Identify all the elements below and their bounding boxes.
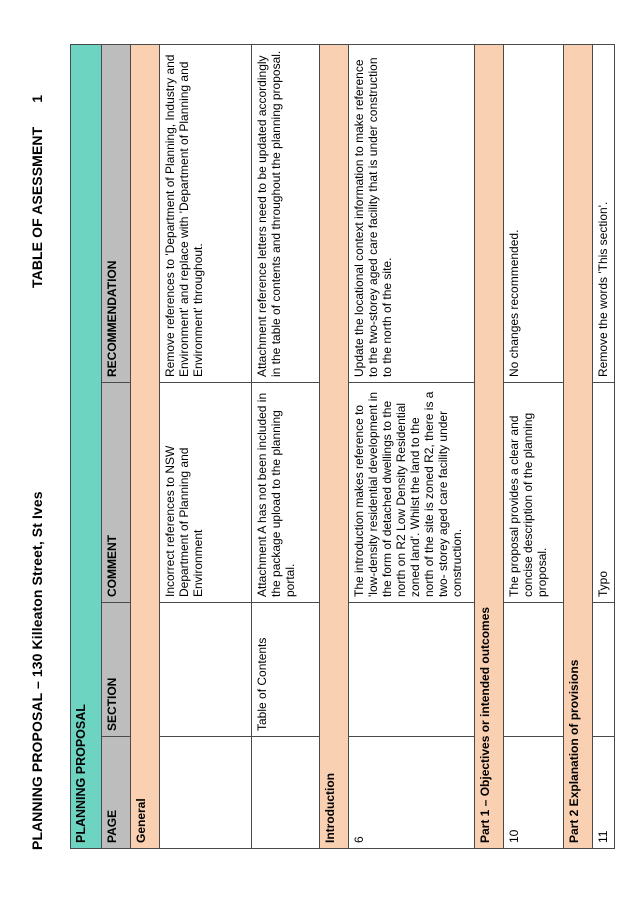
cell-recommendation: No changes recommended. — [504, 44, 564, 382]
section-heading: Part 1 – Objectives or intended outcomes — [475, 44, 504, 848]
cell-recommendation: Update the locational context information to make reference to the two-storey aged care facility that is under construction to the north of the site. — [349, 44, 475, 382]
cell-section: Table of Contents — [252, 603, 320, 737]
cell-recommendation: Remove references to 'Department of Planning, Industry and Environment' and replace with 'Department of Planning and Environment' throughout. — [160, 44, 252, 382]
section-heading: Introduction — [320, 44, 349, 848]
column-header-page: PAGE — [102, 737, 131, 849]
assessment-header — [29, 48, 45, 288]
cell-recommendation: Remove the words 'This section'. — [593, 44, 615, 382]
section-row-introduction — [320, 44, 349, 848]
table-title: PLANNING PROPOSAL — [71, 44, 102, 848]
cell-page — [252, 737, 320, 849]
column-header-row — [102, 44, 131, 848]
cell-comment: The proposal provides a clear and concise description of the planning proposal. — [504, 383, 564, 603]
table-row — [504, 44, 564, 848]
column-header-comment: COMMENT — [102, 383, 131, 603]
cell-page: 10 — [504, 737, 564, 849]
section-row-general — [131, 44, 160, 848]
cell-section — [160, 603, 252, 737]
section-heading: Part 2 Explanation of provisions — [564, 44, 593, 848]
cell-comment: Typo — [593, 383, 615, 603]
cell-recommendation: Attachment reference letters need to be updated accordingly in the table of contents and throughout the planning proposal. — [252, 44, 320, 382]
cell-section — [593, 603, 615, 737]
cell-comment: The introduction makes reference to 'low-density residential development in the form of detached dwellings to the north on R2 Low Density Residential zoned land'. Whilst the land to the north of the site is zoned R2, there is a two- storey aged care facility under construction. — [349, 383, 475, 603]
cell-page: 6 — [349, 737, 475, 849]
cell-section — [349, 603, 475, 737]
cell-comment: Attachment A has not been included in the package upload to the planning portal. — [252, 383, 320, 603]
page-number: 1 — [29, 94, 45, 103]
assessment-table — [70, 44, 615, 849]
table-title-row — [71, 44, 102, 848]
assessment-title: TABLE OF ASESSMENT — [29, 126, 45, 288]
cell-section — [504, 603, 564, 737]
section-row-part-2 — [564, 44, 593, 848]
table-row — [160, 44, 252, 848]
table-row — [593, 44, 615, 848]
table-row — [252, 44, 320, 848]
section-row-part-1 — [475, 44, 504, 848]
document-title: PLANNING PROPOSAL – 130 Killeaton Street, St Ives — [29, 491, 45, 850]
cell-comment: Incorrect references to NSW Department of Planning and Environment — [160, 383, 252, 603]
cell-page: 11 — [593, 737, 615, 849]
table-row — [349, 44, 475, 848]
column-header-section: SECTION — [102, 603, 131, 737]
column-header-recommendation: RECOMMENDATION — [102, 44, 131, 382]
section-heading: General — [131, 44, 160, 848]
cell-page — [160, 737, 252, 849]
